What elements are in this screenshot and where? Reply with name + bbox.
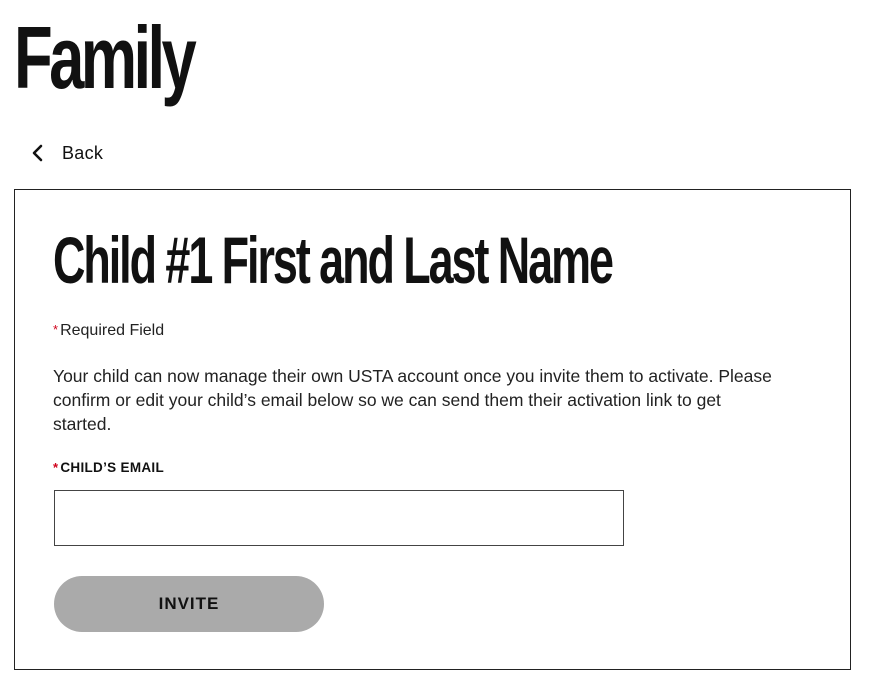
required-star: *	[53, 322, 59, 337]
required-field-note	[53, 322, 164, 340]
required-note-text: Required Field	[60, 322, 165, 339]
card-title: Child #1 First and Last Name	[53, 223, 612, 297]
back-label: Back	[62, 142, 104, 163]
email-label	[53, 460, 164, 475]
email-required-star: *	[53, 460, 59, 475]
email-label-text: CHILD’S EMAIL	[60, 460, 165, 475]
invite-child-card	[14, 189, 851, 670]
page-title: Family	[14, 8, 194, 107]
child-email-input[interactable]	[54, 490, 624, 546]
description-text: Your child can now manage their own USTA account once you invite them to activate. Please confirm or edit your child’s email below so we can send them their activation link to get started.	[53, 366, 772, 434]
back-link[interactable]	[30, 138, 103, 168]
invite-button[interactable]: INVITE	[54, 576, 324, 632]
chevron-left-icon	[30, 143, 46, 163]
